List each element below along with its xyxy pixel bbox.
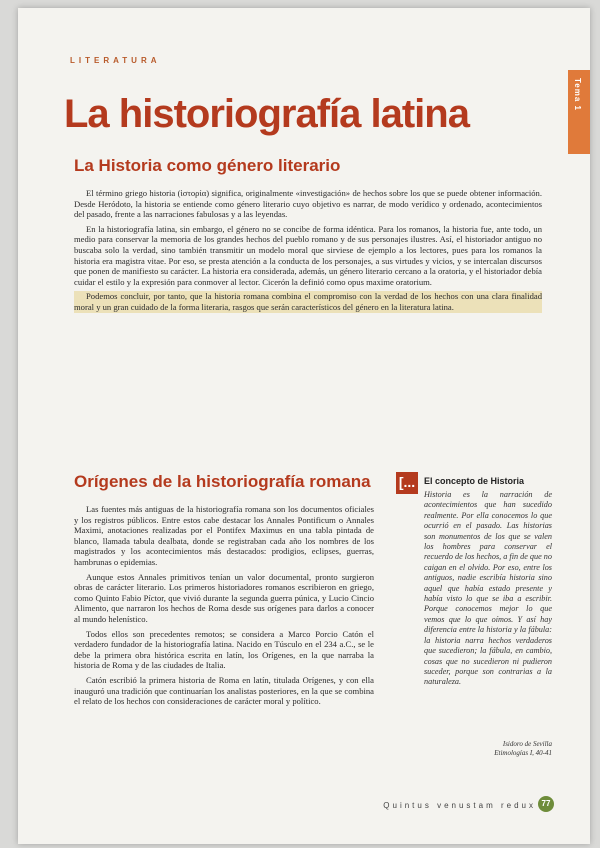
section-body-historia — [74, 188, 542, 317]
section-heading-historia: La Historia como género literario — [74, 156, 341, 175]
sidebar-source — [436, 740, 552, 757]
page-number: 77 — [538, 796, 554, 812]
section-heading-origenes: Orígenes de la historiografía romana — [74, 472, 371, 491]
footer-text: Quintus venustam redux — [383, 801, 536, 810]
sidebar-title: El concepto de Historia — [424, 476, 525, 486]
source-author: Isidoro de Sevilla — [502, 740, 552, 748]
side-tab-label: Tema 1 — [573, 78, 582, 111]
source-work: Etimologías I, 40-41 — [494, 748, 552, 757]
section-body-origenes — [74, 504, 374, 711]
page-title: La historiografía latina — [64, 92, 469, 136]
sidebar-text: Historia es la narración de acontecimientos que han sucedido realmente. Por ella conocemos lo que ocurrió en el pasado. Las historias son monumentos de los que se valen los hombres para conservar el recuerdo de los hechos, a fin de que no caigan en el olvido. Por eso, entre los antiguos, nadie escribía historia sino aquel que había estado presente y había visto lo que se iba a escribir. Porque conocemos mejor lo que vemos que lo que oímos. Y así hay diferencia entre la historia y la fábula: la historia narra hechos verdaderos que sucedieron; la fábula, en cambio, cosas que no sucedieron ni pudieron suceder, porque son contrarias a la naturaleza. — [424, 490, 552, 687]
section-label: LITERATURA — [70, 56, 161, 65]
paragraph: En la historiografía latina, sin embargo, el género no se concibe de forma idéntica. Para los romanos, la historia fue, ante todo, un medio para conservar la memoria de los grandes hechos del pueblo romano y de sus personajes ilustres. Así, el historiador antiguo no buscaba solo la verdad, sino también transmitir un modelo moral que sirviese de ejemplo a los lectores, pues para los romanos la historia era magistra vitae. Por eso, se presta atención a la conducta de los personajes, a sus virtudes y vicios, y se intercalan discursos que ponen de manifiesto su carácter. La historia era considerada, además, un género literario cercano a la oratoria, y el historiador debía cuidar el estilo y la expresión para conmover al lector. Cicerón la definió como opus maxime oratorium. — [74, 223, 542, 287]
side-tab — [568, 70, 590, 154]
paragraph: Aunque estos Annales primitivos tenían un valor documental, pronto surgieron obras de carácter literario. Los primeros historiadores romanos escribieron en griego, como Quinto Fabio Píctor, que vivió durante la segunda guerra púnica, y Lucio Cincio Alimento, que narraron los hechos de Roma desde sus orígenes para darlos a conocer al mundo helenístico. — [74, 571, 374, 624]
paragraph: Todos ellos son precedentes remotos; se considera a Marco Porcio Catón el verdadero fundador de la historiografía latina. Nacido en Túsculo en el 234 a.C., se le debe la primera obra histórica escrita en latín, los Orígenes, en la que narraba la historia de Roma y de las ciudades de Italia. — [74, 628, 374, 671]
quote-badge-icon: [... — [396, 472, 418, 494]
paragraph: Las fuentes más antiguas de la historiografía romana son los documentos oficiales y los registros públicos. Entre estos cabe destacar los Annales Pontificum o Annales Maximi, anotaciones realizadas por el Pontifex Maximus en una tabla pintada de blanco, llamada tabula dealbata, donde se registraban cada año los nombres de los magistrados y los acontecimientos más destacados: prodigios, eclipses, guerras, hambrunas o epidemias. — [74, 504, 374, 567]
paragraph: El término griego historia (ἱστορία) significa, originalmente «investigación» de hechos sobre los que se puede obtener información. Desde Heródoto, la historia se entiende como género literario cuyo objetivo es narrar, de modo verídico y ordenado, acontecimientos del pasado, frente a las narraciones fabulosas y a las leyendas. — [74, 188, 542, 220]
page — [18, 8, 590, 844]
paragraph-highlighted: Podemos concluir, por tanto, que la historia romana combina el compromiso con la verdad de los hechos con una clara finalidad moral y un gran cuidado de la forma literaria, rasgos que serán característicos del género en la literatura latina. — [74, 291, 542, 312]
paragraph: Catón escribió la primera historia de Roma en latín, titulada Orígenes, y con ella inauguró una tradición que continuarían los analistas posteriores, en la que se combina el relato de los hechos con consideraciones de carácter moral y político. — [74, 674, 374, 707]
